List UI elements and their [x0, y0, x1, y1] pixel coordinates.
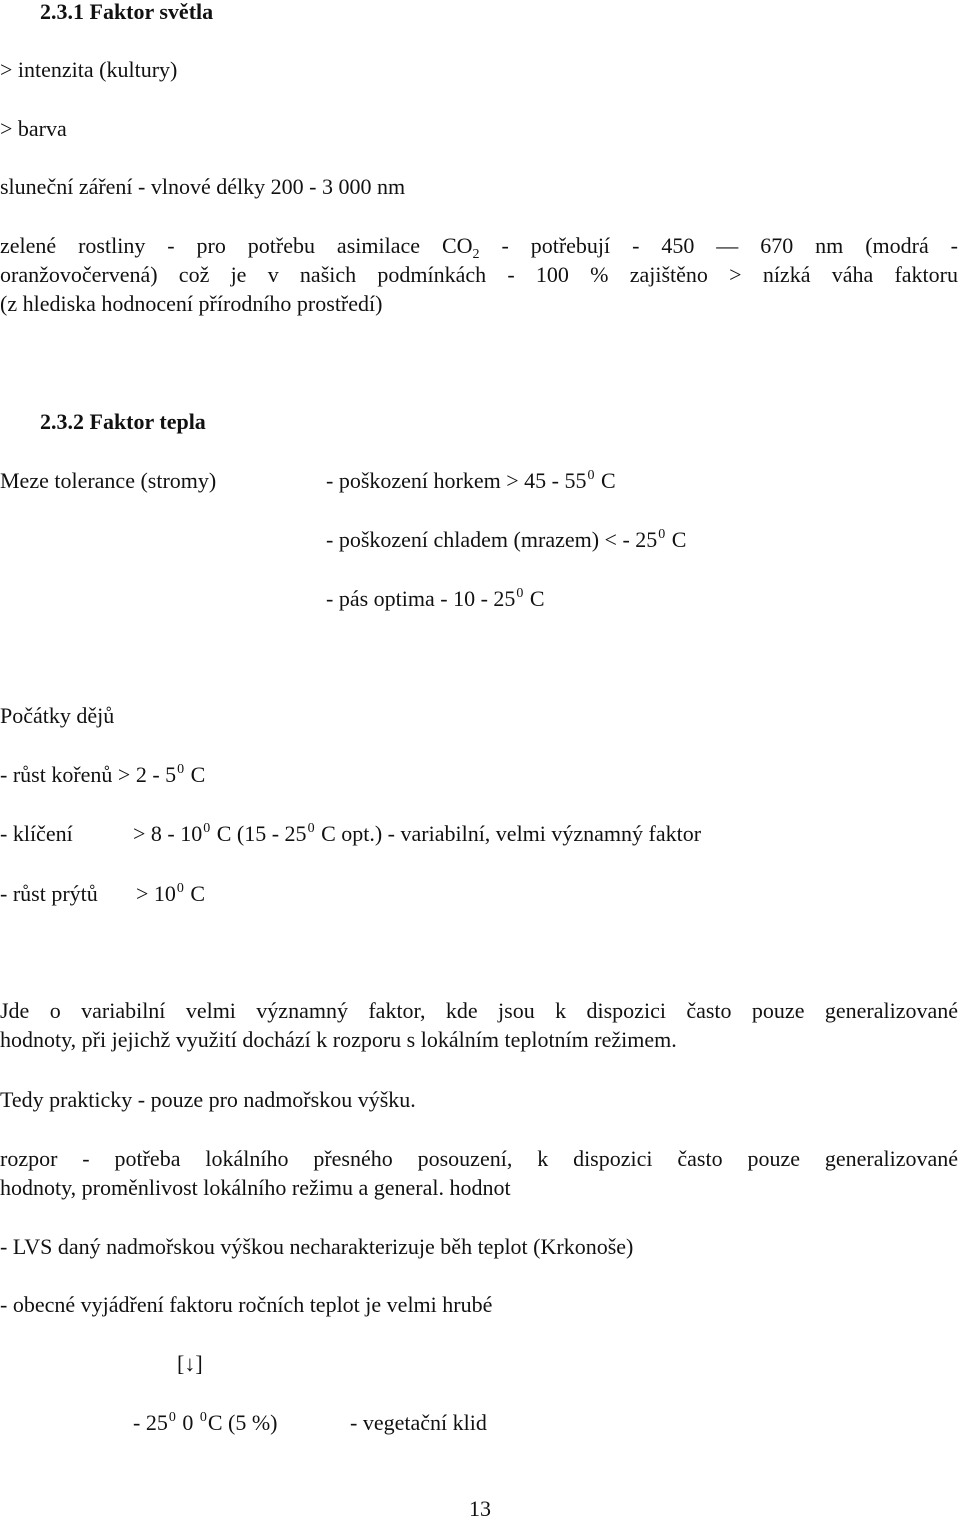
superscript: 0 [199, 1410, 207, 1425]
vegetation-rest-label: - vegetační klid [350, 1410, 487, 1435]
root-growth-line [0, 761, 205, 793]
superscript: 0 [177, 762, 185, 777]
dash-item-general: - obecné vyjádření faktoru ročních teplot je velmi hrubé [0, 1292, 493, 1317]
text: - pás optima - 10 - 25 [326, 586, 516, 611]
tolerance-heat [326, 467, 616, 499]
green-plants-line-2: oranžovočervená) což je v našich podmínkách - 100 % zajištěno > nízká váha faktoru [0, 262, 958, 287]
superscript: 0 [307, 821, 315, 836]
arrow-down-icon: [↓] [177, 1351, 203, 1376]
subscript: 2 [472, 247, 480, 262]
text: zelené rostliny - pro potřebu asimilace CO [0, 233, 473, 258]
dash-item-lvs: - LVS daný nadmořskou výškou necharakterizuje běh teplot (Krkonoše) [0, 1234, 634, 1259]
shoot-growth-label: - růst prýtů [0, 881, 98, 906]
germination-label: - klíčení [0, 821, 73, 846]
text: C opt.) - variabilní, velmi významný faktor [315, 821, 702, 846]
superscript: 0 [176, 881, 184, 896]
paragraph-2: Tedy prakticky - pouze pro nadmořskou výšku. [0, 1087, 416, 1112]
text: C (15 - 25 [211, 821, 307, 846]
germination-value [133, 820, 701, 852]
superscript: 0 [658, 527, 666, 542]
process-starts-heading: Počátky dějů [0, 703, 115, 728]
green-plants-line-1 [0, 232, 958, 264]
superscript: 0 [516, 586, 524, 601]
text: - poškození chladem (mrazem) < - 25 [326, 527, 658, 552]
page-number: 13 [469, 1496, 491, 1521]
paragraph-3-line-1: rozpor - potřeba lokálního přesného posouzení, k dispozici často pouze generalizované [0, 1146, 958, 1171]
text: > 10 [136, 881, 176, 906]
text: C [185, 762, 206, 787]
text: C [595, 468, 616, 493]
heading-2-3-2: 2.3.2 Faktor tepla [40, 409, 206, 434]
item-intenzita: > intenzita (kultury) [0, 57, 178, 82]
tolerance-label: Meze tolerance (stromy) [0, 468, 217, 493]
solar-radiation-line: sluneční záření - vlnové délky 200 - 3 000 nm [0, 174, 406, 199]
text: - poškození horkem > 45 - 55 [326, 468, 587, 493]
text: > 8 - 10 [133, 821, 203, 846]
text: - potřebují - 450 — 670 nm (modrá - [479, 233, 958, 258]
vegetation-rest-range [133, 1409, 277, 1441]
tolerance-optimum [326, 585, 545, 617]
superscript: 0 [203, 821, 211, 836]
item-barva: > barva [0, 116, 67, 141]
text: 0 [176, 1410, 199, 1435]
text: C [524, 586, 545, 611]
paragraph-1-line-2: hodnoty, při jejichž využití dochází k rozporu s lokálním teplotním režimem. [0, 1027, 677, 1052]
text: C [184, 881, 206, 906]
shoot-growth-value [136, 880, 205, 912]
superscript: 0 [168, 1410, 176, 1425]
tolerance-cold [326, 526, 686, 558]
green-plants-line-3: (z hlediska hodnocení přírodního prostředí) [0, 291, 383, 316]
text: - 25 [133, 1410, 168, 1435]
paragraph-3-line-2: hodnoty, proměnlivost lokálního režimu a general. hodnot [0, 1175, 511, 1200]
superscript: 0 [587, 468, 595, 483]
paragraph-1-line-1: Jde o variabilní velmi významný faktor, kde jsou k dispozici často pouze generalizované [0, 998, 958, 1023]
heading-2-3-1: 2.3.1 Faktor světla [40, 0, 214, 24]
text: - růst kořenů > 2 - 5 [0, 762, 177, 787]
text: C (5 %) [207, 1410, 278, 1435]
text: C [666, 527, 687, 552]
